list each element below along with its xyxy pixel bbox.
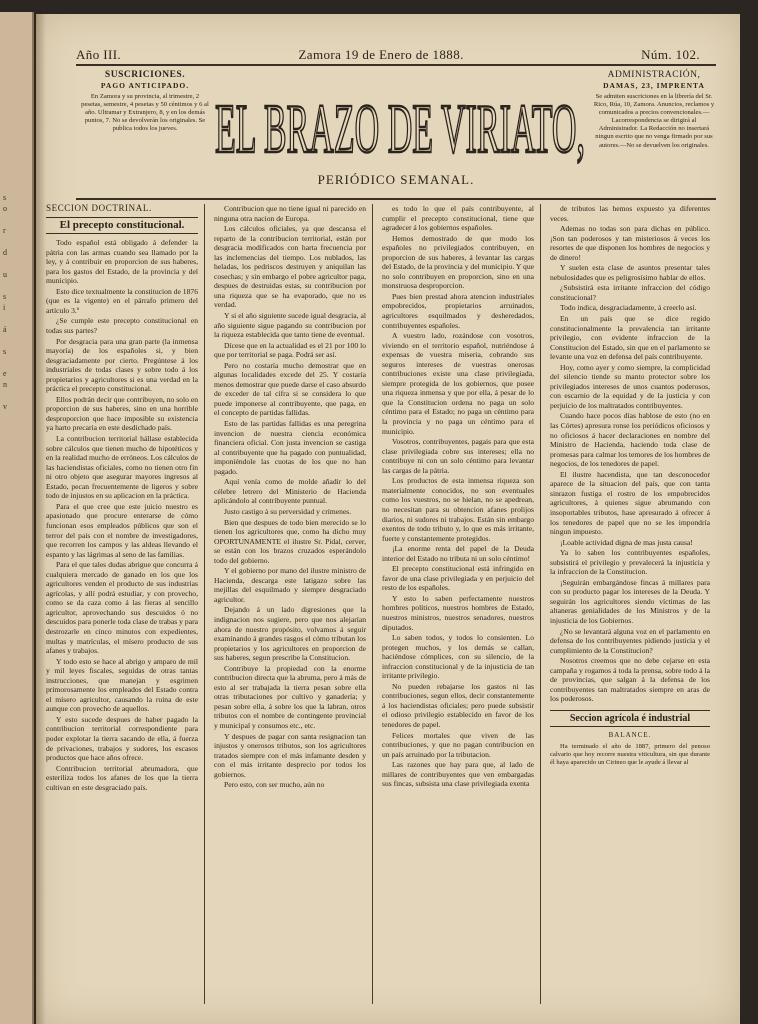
margin-letter <box>3 280 29 291</box>
paragraph: Pero esto, con ser mucho, aún no <box>224 780 325 790</box>
paragraph: Nosotros creemos que no debe cejarse en esta campaña y rogamos á toda la prensa, sobre todo á la de provincias, que salgan á la defensa de los contribuyentes tan maltratados siempre en aras de los poderosos. <box>550 656 710 704</box>
margin-letter <box>3 236 29 247</box>
newspaper-title <box>212 72 588 164</box>
year-label: Año III. <box>76 47 122 62</box>
margin-letters <box>3 192 29 412</box>
paragraph: Contribuye la propiedad con la enorme contribucion directa que la abruma, pero á más de esto al ser trabajada la tierra pesan sobre ella otras tributaciones por cultivo y ganadería; y pesan sobre ella, á sobre los que la labran, otros tributos con el nombre de contingente provincial y municipal y consumos etc., etc. <box>214 663 366 730</box>
administration-box <box>592 70 716 150</box>
paragraph: En un país que se dice regido constitucionalmente la prevalencia tan irritante privilegio, con evidente infraccion de la Constitucion del Estado, sin que en el parlamento se levante una voz en defensa del país contribuyente. <box>550 314 710 362</box>
subscriptions-box <box>80 70 210 133</box>
balance-text: Ha terminado el año de 1887, primero del penoso calvario que hoy recorre nuestra viticultura, sin que durante él haya aparecido un Cirineo que le ayude á llevar al <box>550 742 710 767</box>
subscriptions-heading: SUSCRICIONES. <box>104 70 186 80</box>
paragraph: Las razones que hay para que, al lado de millares de contribuyentes que ven embargadas sus fincas, subsista una clase privilegiada exenta <box>382 760 534 789</box>
column-4-body <box>550 204 710 704</box>
paragraph: Y despues de pagar con santa resignacion tan injustos y onerosos tributos, son los agricultores tratados siempre con el más infamante desden y con el más irritante desprecio por todos los gobiernos. <box>214 731 366 779</box>
margin-letter: v <box>3 402 7 411</box>
paragraph: Aquí venía como de molde añadir lo del célebre letrero del Ministerio de Hacienda aplicándolo al contribuyente puntual. <box>214 477 366 506</box>
newspaper-subtitle: PERIÓDICO SEMANAL. <box>317 172 475 187</box>
paragraph: Y todo esto se hace al abrigo y amparo de mil y mil leyes fiscales, seguidas de otras tantas instrucciones, que manejan y esgrimen primorosamente los empleados del Estado contra el mísero agricultor, causando la ruina de este aunque con provecho de aquellos. <box>46 656 198 714</box>
paragraph: Y suelen esta clase de asuntos presentar tales nebulosidades que es peligrosísimo hablar de ellos. <box>550 263 710 282</box>
paragraph: Los productos de esta inmensa riqueza son materialmente conocidos, no son eventuales como los vuestros, no se hielan, no se apedrean, no necesitan para su obtencion afanes prolijos diarios, ni sudores ni trabajos. Están sin embargo exentos de todo tributo y, lo que es más irritante, fuerte y constantemente protegidos. <box>382 476 534 543</box>
margin-letter: e <box>3 369 7 378</box>
balance-heading: BALANCE. <box>608 731 652 740</box>
paragraph: Ademas no todas son para dichas en público. ¡Son tan poderosos y tan misteriosos á veces los resortes de que disponen los hombres de negocios y de dinero! <box>550 224 710 262</box>
paragraph: ¡La enorme renta del papel de la Deuda interior del Estado no tributa ni un solo céntimo! <box>382 544 534 563</box>
margin-letter <box>3 357 29 368</box>
paragraph: Todo español está obligado á defender la pátria con las armas cuando sea llamado por la ley, y á contribuir en proporcion de sus haberes, para los gastos del Estado, de la provincia y del municipio. <box>46 238 198 286</box>
administration-text: Se admiten suscriciones en la librería del Sr. Rico, Rúa, 10, Zamora. Anuncios, reclamos y comunicados a precios convencionales.—Lacorrespondencia se dirigirá al Administrador. La Redacción no insertará ningun escrito que no venga firmado por sus autores.—No se devuelven los originales. <box>593 93 715 149</box>
issue-number: Núm. 102. <box>641 47 700 62</box>
paragraph: Para el que cree que este juicio nuestro es apasionado que procure enterarse de cómo funcionan esos empleados públicos que son el terror del país con el nombre de investigadores, que recorren los campos y las aldeas llevando el espanto y las lágrimas al seno de las familias. <box>46 501 198 559</box>
paragraph: El precepto constitucional está infringido en favor de una clase privilegiada y en perjuicio del resto de los españoles. <box>382 564 534 593</box>
column-4 <box>550 204 710 1004</box>
paragraph: Y esto sucede despues de haber pagado la contribucion territorial correspondiente para poder explotar la tierra sacando de ella, á fuerza de privaciones, trabajos y sudores, los escasos productos que hace años ofrece. <box>46 714 198 763</box>
paragraph: Y si el año siguiente sucede igual desgracia, al año siguiente sigue pagando su contribucion por la riqueza establecida que tanto tiene de eventual. <box>214 311 366 340</box>
dateline: Zamora 19 de Enero de 1888. <box>298 47 464 62</box>
margin-letter: d <box>3 248 7 257</box>
paragraph: Ya lo saben los contribuyentes españoles, subsistirá el privilegio y prevalecerá la injusticia y la infraccion de la Constitucion. <box>550 548 710 577</box>
paragraph: ¿No se levantará alguna voz en el parlamento en defensa de los contribuyentes pidiendo justicia y el cumplimiento de la Constitucion? <box>550 626 710 655</box>
column-3 <box>382 204 534 1004</box>
margin-letter: r <box>3 226 6 235</box>
administration-subheading: DAMAS, 23, IMPRENTA <box>603 81 705 90</box>
binding-shadow <box>36 14 46 1024</box>
margin-letter: á <box>3 325 7 334</box>
subscriptions-text: En Zamora y su provincia, al trimestre, 2 pesetas, semestre, 4 pesetas y 50 céntimos y 6 al año. Ultramar y Extranjero, 8, y en los demás puntos, 7. No se devolverán los originales. Se publica todos los jueves. <box>81 93 209 133</box>
column-3-body <box>382 204 534 789</box>
paragraph: Hemos demostrado de que modo los españoles no privilegiados contribuyen, en proporcion de sus haberes, á levantar las cargas del Estado, de la provincia y del municipio. Y que no solo contribuyen en proporcion, sino en una monstruosa desproporcion. <box>382 233 534 291</box>
margin-letter: s <box>3 292 7 301</box>
paragraph: ¿Subsistirá esta irritante infraccion del código constitucional? <box>550 283 710 302</box>
margin-letter <box>3 214 29 225</box>
paragraph: Justo castigo á su perversidad y crímenes. <box>224 506 352 516</box>
header-line <box>76 46 700 64</box>
column-divider <box>204 204 205 1004</box>
margin-letter <box>3 313 29 324</box>
paragraph: Pero no costaría mucho demostrar que en algunas localidades excede del 25. Y costaría menos demostrar que puede darse el caso absurdo de exceder de tal cifra si se considera lo que puede imponerse al contribuyente, que paga, en el concepto de partidas fallidas. <box>214 360 366 418</box>
paragraph: Bien que despues de todo bien merecido se lo tienen los agricultores que, como ha dicho muy OPORTUNAMENTE el ilustre Sr. Pidal, cerver, se están con los brazos cruzados esperándolo todo del gobierno. <box>214 517 366 565</box>
margin-letter: s <box>3 193 7 202</box>
paragraph: La contribucion territorial hállase establecida sobre cálculos que tienen mucho de hipotéticos y en la realidad mucho de erróneos. Los cálculos de las haciendistas oficiales, como no tienen otro fin ni otro objeto que asegurar mayores ingresos al Estado, pecan frecuentemente de ligeros y sobre todo de injustos en su aplicacion en la práctica. <box>46 434 198 501</box>
paragraph: Lo saben todos, y todos lo consienten. Lo protegen muchos, y los demás se callan, haciéndose cómplices, con su silencio, de la infraccion constitucional y de la injusticia de tan irritante privilegio. <box>382 633 534 681</box>
paragraph: Cuando hace pocos días hablose de esto (no en las Córtes) apresura ronse los periódicos oficiosos y no oficiosos á hacer declaraciones en nombre del Ministro de Hacienda, haciendo toda clase de promesas para calmar los temores de los hombres de negocios, de los tenedores de papel. <box>550 411 710 469</box>
paragraph: ¡Loable actividad digna de mas justa causa! <box>560 537 693 547</box>
paragraph: Hoy, como ayer y como siempre, la complicidad del silencio tiende su manto protector sobre los privilegiados intereses de unos cuantos poderosos, con escarnio de la equidad y de la justicia y con perjuicio de los maltratados contribuyentes. <box>550 362 710 410</box>
paragraph: ¿Se cumple este precepto constitucional en todas sus partes? <box>46 316 198 336</box>
column-2-body <box>214 204 366 790</box>
margin-letter: o <box>3 204 7 213</box>
paragraph: Vosotros, contribuyentes, pagais para que esta clase privilegiada cobre sus intereses; ella no contribuye ni con un solo céntimo para levantar las cargas de la pátria. <box>382 437 534 475</box>
article-title: El precepto constitucional. <box>46 217 198 235</box>
column-1 <box>46 204 198 1004</box>
paragraph: es todo lo que el país contribuyente, al cumplir el precepto constitucional, tiene que agradecer á los gobiernos españoles. <box>382 204 534 233</box>
margin-letter: i <box>3 303 6 312</box>
header-rule <box>76 64 716 66</box>
margin-letter <box>3 390 29 401</box>
paragraph: Contribucion territorial abrumadora, que esteriliza todos los afanes de los que la tierra cultivan en este desgraciado país. <box>46 763 198 792</box>
administration-heading: ADMINISTRACIÓN, <box>607 70 701 80</box>
paragraph: El ilustre hacendista, que tan desconocedor aparece de la situacion del país, que con tanta sinrazon fustiga el rostro de los empobrecidos agricultores, á quienes sigue abrumando con insoportables tributos, hase apresurado á ofrecer á los tenedores de papel que no se les impondría ningun impuesto. <box>550 469 710 537</box>
paragraph: Felices mortales que viven de las contribuciones, y que no pagan contribucion en un país arruinado por la tributacion. <box>382 730 534 759</box>
paragraph: Todo indica, desgraciadamente, á creerlo así. <box>560 303 697 313</box>
section-label: SECCION DOCTRINAL. <box>46 204 152 213</box>
paragraph: Dejando á un lado digresiones que la indignacion nos sugiere, pero que nos alejarían ahora de nuestro propósito, volvamos á seguir examinando á grandes rasgos el cómo tributan los propietarios y los agricultores en proporcion de sus haberes, segun prescribe la Constitucion. <box>214 605 366 663</box>
newspaper-title-text: EL BRAZO DE VIRIATO, <box>215 91 585 164</box>
paragraph: Ellos podrán decir que contribuyen, no solo en proporcion de sus haberes, sino en una horrible desproporcion que hace imposible su existencia ya harto precaria en este desdichado país. <box>46 394 198 433</box>
paragraph: Dícese que en la actualidad es el 21 por 100 lo que por territorial se paga. Podrá ser así. <box>214 340 366 360</box>
paragraph: ¡Seguirán embargándose fincas á millares para con su producto pagar los intereses de la Deuda. Y seguirán los agricultores siendo víctimas de las altaneras genialidades de los Ministros y de la injusticia de los Gobiernos. <box>550 577 710 625</box>
column-1-body <box>46 238 198 792</box>
paragraph: No pueden rebajarse los gastos ni las contribuciones, segun ellos, decir constantemente á los haciendistas oficiales; pero puede subsistir el odioso privilegio establecido en favor de los tenedores de papel. <box>382 681 534 729</box>
paragraph: Los cálculos oficiales, ya que descansa el reparto de la contribucion territorial, están por desgracia modificados con harta frecuencia por las inclemencias del tiempo. Los nublados, las heladas, los pedriscos destruyen y aniquilan las cosechas; y sin embargo el pobre agricultor paga, despues de destruidas estas, su contribucion por una riqueza que se ha evaporado, que no es verdad. <box>214 224 366 310</box>
margin-letter: n <box>3 380 7 389</box>
masthead-rule <box>76 198 716 200</box>
paragraph: Y esto lo saben perfectamente nuestros hombres políticos, nuestros hombres de Estado, nuestros ministros, nuestros senadores, nuestros diputados. <box>382 593 534 632</box>
paragraph: Contribucion que no tiene igual ni parecido en ninguna otra nacion de Europa. <box>214 204 366 223</box>
newspaper-page <box>36 14 740 1024</box>
paragraph: Esto dice textualmente la constitucion de 1876 (que es la vigente) en el párrafo primero del artículo 3.º <box>46 286 198 315</box>
column-divider <box>540 204 541 1004</box>
paragraph: Y el gobierno por mano del ilustre ministro de Hacienda, descarga este latigazo sobre las mejillas del esquilmado y siempre desgraciado agricultor. <box>214 566 366 604</box>
agricultural-section-title: Seccion agrícola é industrial <box>550 710 710 728</box>
margin-letter <box>3 258 29 269</box>
column-divider <box>372 204 373 1004</box>
previous-page-edge <box>0 12 34 1024</box>
paragraph: Pues bien prestad ahora atencion industriales empobrecidos, propietarios arruinados, agricultores esquilmados y desheredados, contribuyentes españoles. <box>382 291 534 330</box>
margin-letter: u <box>3 270 7 279</box>
margin-letter: s <box>3 347 7 356</box>
column-2 <box>214 204 366 1004</box>
paragraph: Esto de las partidas fallidas es una peregrina invencion de nuestra ciencia económica financiera oficial. Con justa invencion se castiga al contribuyente que ha pagado con puntualidad, imponiéndole las cuotas de los que no han pagado. <box>214 419 366 476</box>
paragraph: de tributos las hemos expuesto ya diferentes veces. <box>550 204 710 223</box>
paragraph: Para el que tales dudas abrigue que concurra á cualquiera mercado de ganado en los que los agricultores venden el producto de sus industrias agrícolas, y allí podrá estudiar, y con provecho, como se da caza como á las fieras al sencillo agricultor, aprovechando sus descuidos ó no descuidos para ponerle toda clase de trabas y para destrozarle en cinco minutos con expedientes, multas y matrículas, el mísero producto de sus afanes y trabajos. <box>46 560 198 656</box>
paragraph: A vuestro lado, rozándose con vosotros, viviendo en el territorio español, nutriéndose á expensas de vuestra miseria, cobrando sus seguros intereses de vuestras onerosas contribuciones existe una clase privilegiada, siempre protegida de los gobiernos, que posee una riqueza inmensa y que por ella, á pesar de lo que la Constitucion ordena no paga un solo céntimo para el Estado; no paga un céntimo para la provincia y no paga un céntimo para el municipio. <box>382 331 534 436</box>
subscriptions-subheading: PAGO ANTICIPADO. <box>100 81 190 90</box>
paragraph: Por desgracia para una gran parte (la inmensa mayoría) de los españoles si, y bien desgraciadamente por cierto. Pregúntese á los industriales de todas clases y sobre todo á los propietarios y agricultores si es una verdad en la práctica el precepto constitucional. <box>46 336 198 394</box>
margin-letter <box>3 335 29 346</box>
